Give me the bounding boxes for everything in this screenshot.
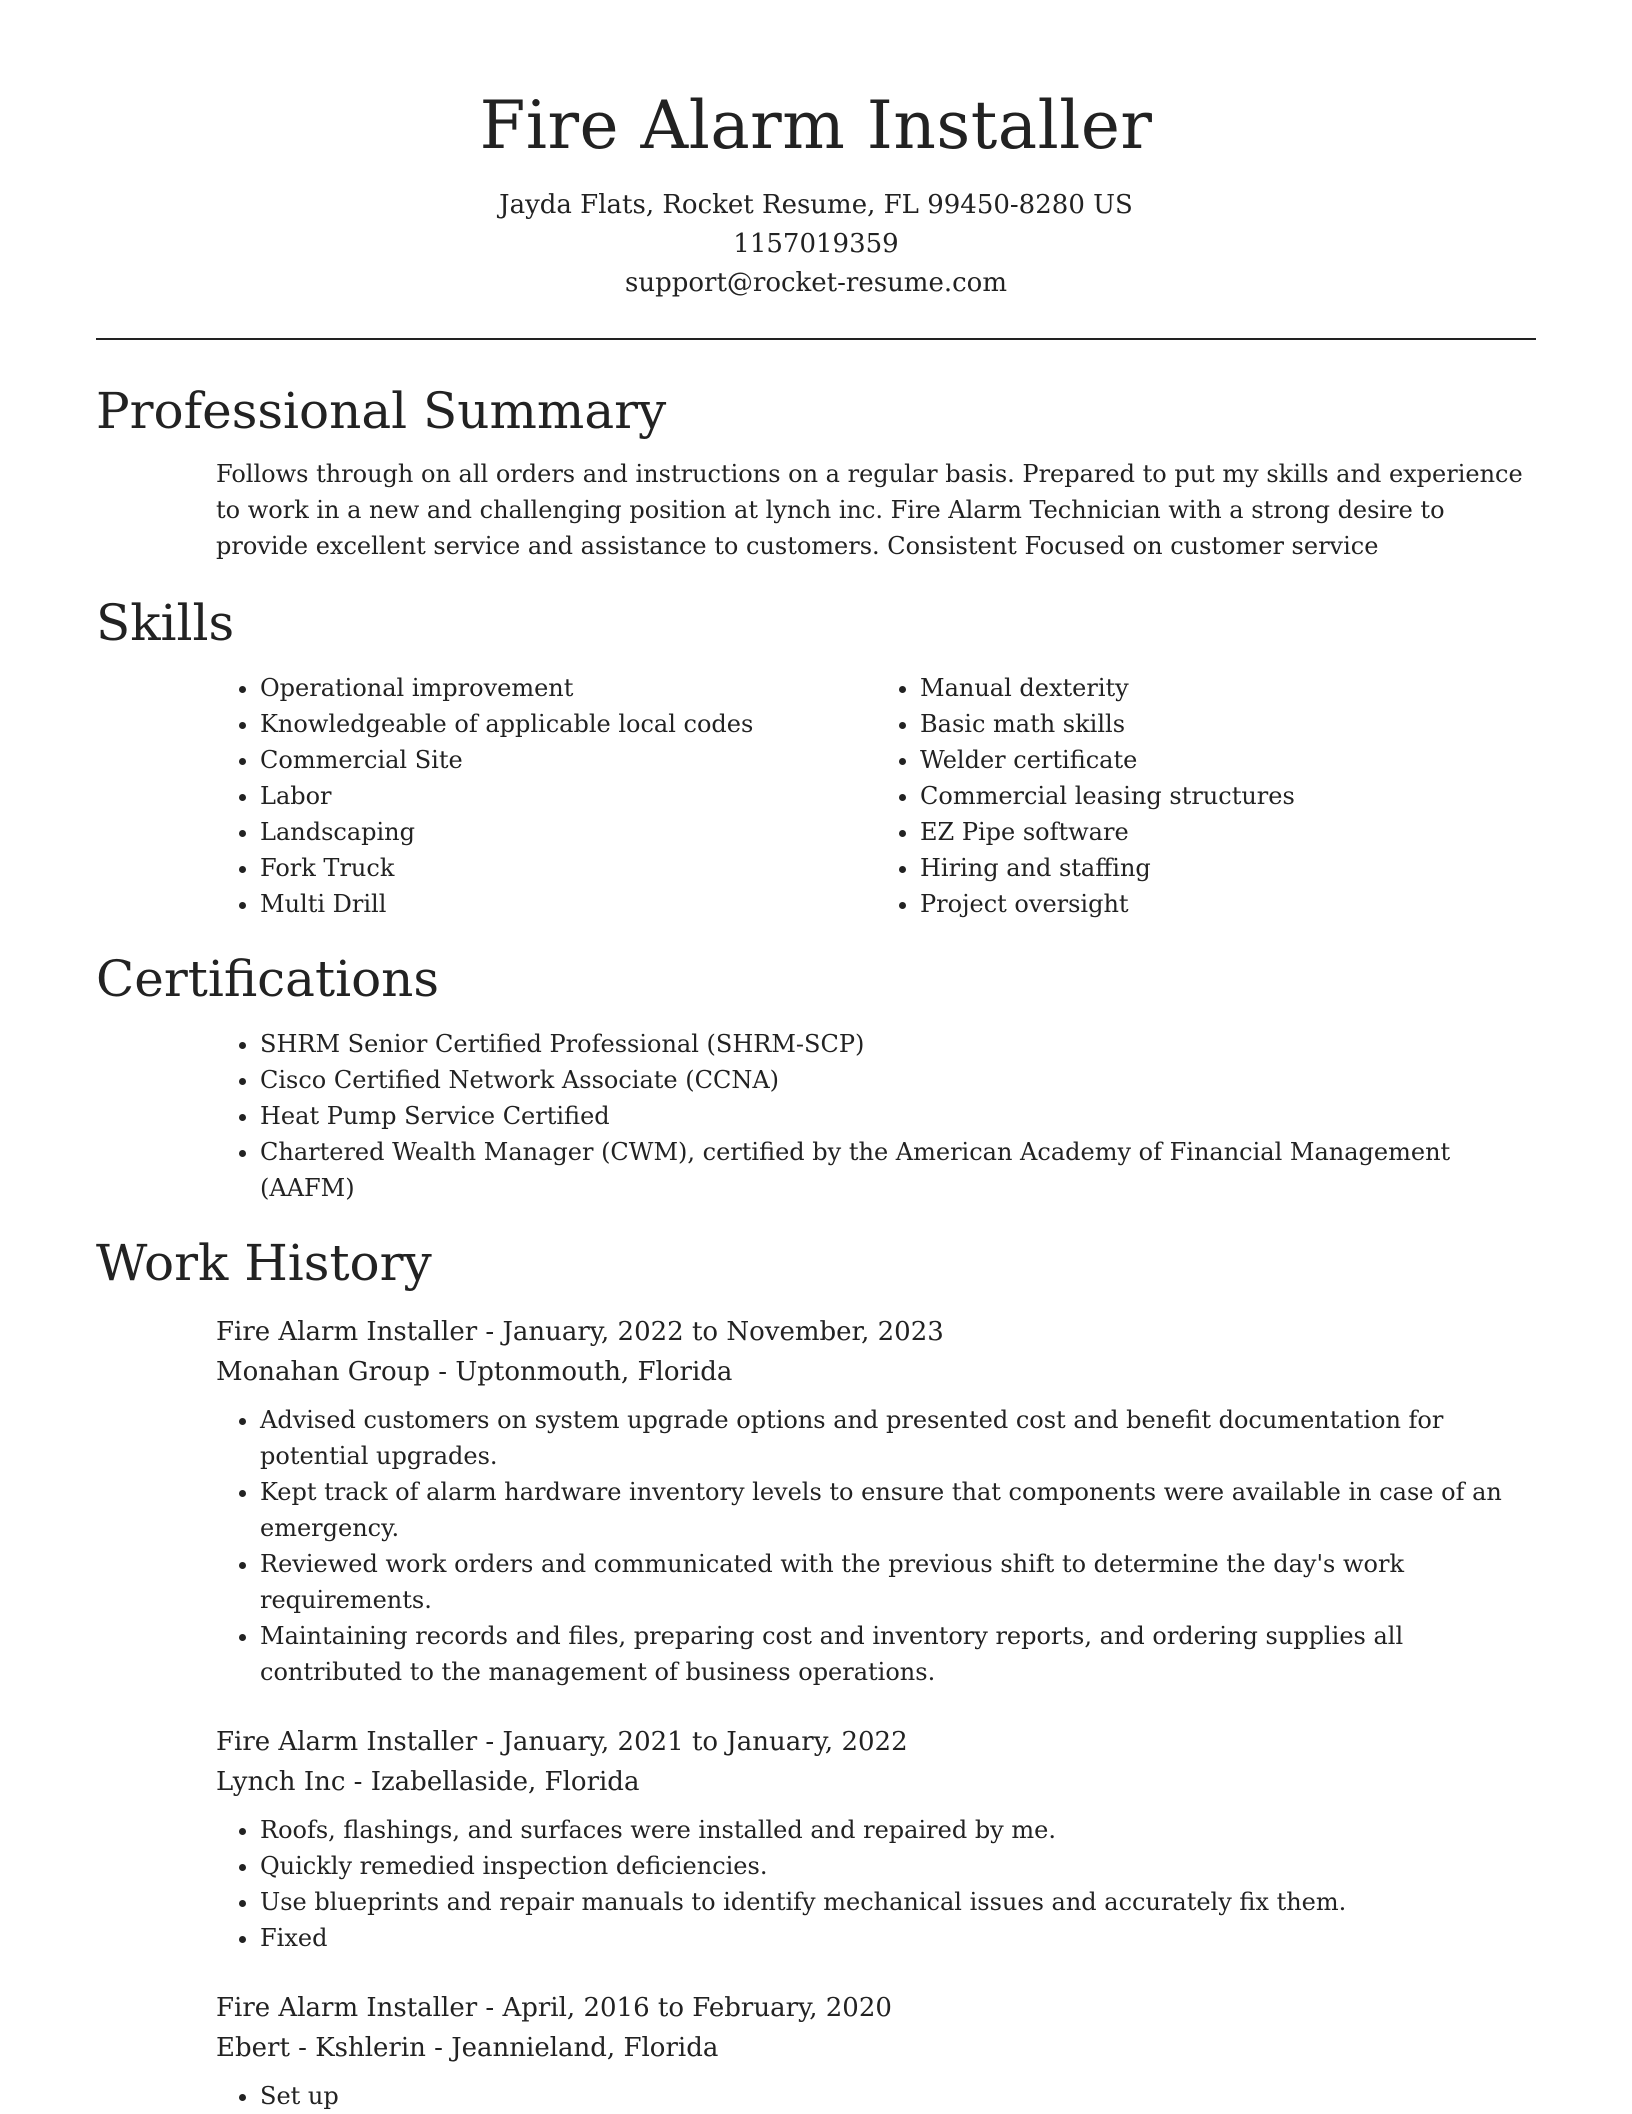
resume-title: Fire Alarm Installer bbox=[479, 87, 1153, 164]
skill-item: • Basic math skills bbox=[920, 706, 1536, 742]
job-entry bbox=[216, 1312, 1536, 1690]
summary-heading: Professional Summary bbox=[96, 382, 667, 440]
job-duty: • Roofs, flashings, and surfaces were installed and repaired by me. bbox=[260, 1812, 1536, 1848]
job-entry bbox=[216, 1722, 1536, 1956]
skills-left-list bbox=[216, 670, 876, 922]
job-role-dates: Fire Alarm Installer - January, 2022 to November, 2023 bbox=[216, 1317, 944, 1347]
job-company-location: Lynch Inc - Izabellaside, Florida bbox=[216, 1767, 640, 1797]
certifications-list bbox=[216, 1026, 1536, 1206]
certifications-block bbox=[216, 1026, 1536, 1206]
job-duty: • Advised customers on system upgrade options and presented cost and benefit documentation for potential upgrades. bbox=[260, 1402, 1536, 1474]
job-duty: • Kept track of alarm hardware inventory levels to ensure that components were available in case of an emergency. bbox=[260, 1474, 1536, 1546]
job-duties-list bbox=[216, 1402, 1536, 1690]
summary-text: Follows through on all orders and instructions on a regular basis. Prepared to put my skills and experience to work in a new and challenging position at lynch inc. Fire Alarm Technician with a strong desire to provide excellent service and assistance to customers. Consistent Focused on customer service bbox=[216, 460, 1523, 560]
skill-item: • Fork Truck bbox=[260, 850, 876, 886]
job-duty: • Fixed bbox=[260, 1920, 1536, 1956]
contact-block bbox=[96, 186, 1536, 303]
resume-header bbox=[96, 0, 1536, 303]
skill-item: • Operational improvement bbox=[260, 670, 876, 706]
skill-item: • Commercial leasing structures bbox=[920, 778, 1536, 814]
job-entry bbox=[216, 1988, 1536, 2114]
job-duty: • Maintaining records and files, preparing cost and inventory reports, and ordering supplies all contributed to the management of business operations. bbox=[260, 1618, 1536, 1690]
skill-item: • Multi Drill bbox=[260, 886, 876, 922]
skills-heading: Skills bbox=[96, 594, 235, 652]
skill-item: • Commercial Site bbox=[260, 742, 876, 778]
job-duty: • Use blueprints and repair manuals to identify mechanical issues and accurately fix them. bbox=[260, 1884, 1536, 1920]
skill-item: • Manual dexterity bbox=[920, 670, 1536, 706]
job-duty: • Set up bbox=[260, 2078, 1536, 2114]
address: Jayda Flats, Rocket Resume, FL 99450-8280 US bbox=[499, 190, 1133, 220]
certification-item: • SHRM Senior Certified Professional (SHRM-SCP) bbox=[260, 1026, 1536, 1062]
skill-item: • Knowledgeable of applicable local codes bbox=[260, 706, 876, 742]
header-divider bbox=[96, 338, 1536, 340]
job-duty: • Reviewed work orders and communicated with the previous shift to determine the day's work requirements. bbox=[260, 1546, 1536, 1618]
job-role-dates: Fire Alarm Installer - January, 2021 to January, 2022 bbox=[216, 1727, 908, 1757]
job-duties-list bbox=[216, 2078, 1536, 2114]
job-company-location: Monahan Group - Uptonmouth, Florida bbox=[216, 1357, 733, 1387]
skill-item: • Labor bbox=[260, 778, 876, 814]
skill-item: • Welder certificate bbox=[920, 742, 1536, 778]
certifications-heading: Certifications bbox=[96, 950, 440, 1008]
phone: 1157019359 bbox=[733, 229, 899, 259]
job-duties-list bbox=[216, 1812, 1536, 1956]
certification-item: • Heat Pump Service Certified bbox=[260, 1098, 1536, 1134]
certification-item: • Cisco Certified Network Associate (CCNA) bbox=[260, 1062, 1536, 1098]
email: support@rocket-resume.com bbox=[624, 268, 1007, 298]
job-role-dates: Fire Alarm Installer - April, 2016 to February, 2020 bbox=[216, 1993, 892, 2023]
resume-page bbox=[96, 0, 1536, 2114]
skill-item: • Project oversight bbox=[920, 886, 1536, 922]
skill-item: • Hiring and staffing bbox=[920, 850, 1536, 886]
job-company-location: Ebert - Kshlerin - Jeannieland, Florida bbox=[216, 2033, 719, 2063]
skill-item: • EZ Pipe software bbox=[920, 814, 1536, 850]
skill-item: • Landscaping bbox=[260, 814, 876, 850]
job-duty: • Quickly remedied inspection deficiencies. bbox=[260, 1848, 1536, 1884]
certification-item: • Chartered Wealth Manager (CWM), certified by the American Academy of Financial Management (AAFM) bbox=[260, 1134, 1536, 1206]
work-history-heading: Work History bbox=[96, 1234, 432, 1292]
skills-columns bbox=[216, 670, 1536, 922]
skills-right-list bbox=[876, 670, 1536, 922]
